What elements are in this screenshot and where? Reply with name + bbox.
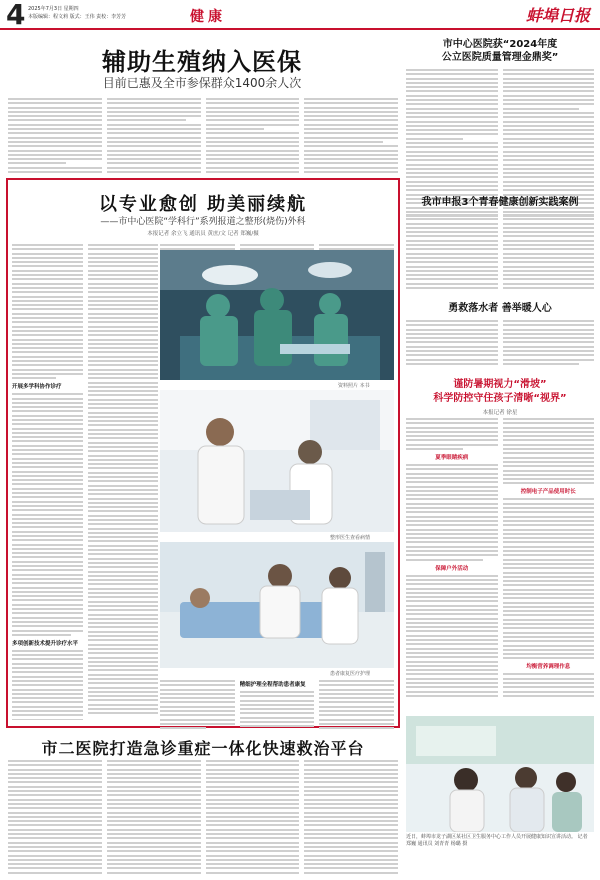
rescue-headline: 勇救落水者 善举暖人心 bbox=[448, 303, 552, 314]
ward-care-photo-caption: 患者康复医疗护理 bbox=[330, 671, 371, 677]
right-top-headline-line2: 公立医院质量管理金鼎奖” bbox=[441, 52, 559, 63]
bottom-article-body bbox=[8, 760, 398, 876]
right-column-top-article bbox=[406, 38, 594, 188]
lead-headline: 辅助生殖纳入医保 bbox=[102, 48, 302, 76]
youth-health-headline: 我市申报3个青春健康创新实践案例 bbox=[421, 197, 579, 208]
health-lecture-caption bbox=[406, 834, 594, 848]
health-lecture-caption-credit: 记者 郑巍 通讯员 刘青青 杨璐 摄 bbox=[406, 834, 588, 847]
ward-care-photo bbox=[160, 542, 394, 668]
edition-meta bbox=[28, 5, 148, 21]
feature-subheadline: ——市中心医院“学科行”系列报道之整形(烧伤)外科 bbox=[100, 217, 306, 227]
health-lecture-caption-text: 近日，蚌埠市龙子湖区某社区卫生服务中心工作人员开展健康知识宣讲活动。 bbox=[406, 834, 577, 840]
feature-left-text bbox=[12, 244, 158, 720]
date-line: 2025年7月3日 星期四 bbox=[28, 6, 79, 12]
masthead bbox=[0, 0, 600, 30]
vision-subhead-2: 控制电子产品使用时长 bbox=[520, 489, 576, 496]
feature-byline: 本报记者 余立飞 通讯员 黄庶/文 记者 郑巍/摄 bbox=[147, 231, 259, 237]
feature-article-box bbox=[6, 178, 400, 728]
surgery-photo-caption: 资料照片 本书 bbox=[338, 383, 370, 389]
newspaper-logo: 蚌埠日报 bbox=[525, 6, 590, 25]
vision-subhead-3: 保障户外活动 bbox=[435, 565, 469, 572]
page-number: 4 bbox=[6, 0, 26, 31]
right-top-headline-line1: 市中心医院获“2024年度 bbox=[442, 39, 558, 50]
rescue-body bbox=[406, 320, 594, 366]
surgery-photo bbox=[160, 250, 394, 380]
feature-headline: 以专业愈创 助美丽续航 bbox=[98, 194, 308, 215]
section-title: 健康 bbox=[190, 9, 226, 25]
lead-article-body bbox=[8, 98, 398, 174]
editor-line: 本版编辑：程文莉 版式：王伟 责校：李芳芳 bbox=[28, 14, 127, 20]
feature-subhead-1: 开展多学科协作诊疗 bbox=[12, 384, 62, 391]
health-lecture-photo bbox=[406, 716, 594, 832]
vision-headline-line1: 谨防暑期视力“滑坡” bbox=[453, 379, 547, 390]
feature-subhead-3: 精细护理全程帮助患者康复 bbox=[239, 682, 306, 688]
vision-subhead-1: 夏季眼睛疾病 bbox=[435, 455, 469, 462]
feature-subhead-2: 多项创新技术提升诊疗水平 bbox=[12, 640, 79, 647]
vision-headline-line2: 科学防控守住孩子清晰“视界” bbox=[433, 393, 567, 404]
consultation-photo bbox=[160, 390, 394, 532]
bottom-headline: 市二医院打造急诊重症一体化快速救治平台 bbox=[41, 739, 365, 758]
lead-subheadline: 目前已惠及全市参保群众1400余人次 bbox=[102, 76, 302, 90]
vision-article-body bbox=[406, 418, 594, 698]
vision-byline: 本报记者 徐星 bbox=[482, 410, 518, 416]
consultation-photo-caption: 整形医生查看病情 bbox=[330, 535, 371, 541]
vision-subhead-4: 均衡营养调理作息 bbox=[526, 664, 571, 671]
youth-health-body bbox=[406, 214, 594, 290]
feature-bottom-text bbox=[160, 680, 394, 730]
